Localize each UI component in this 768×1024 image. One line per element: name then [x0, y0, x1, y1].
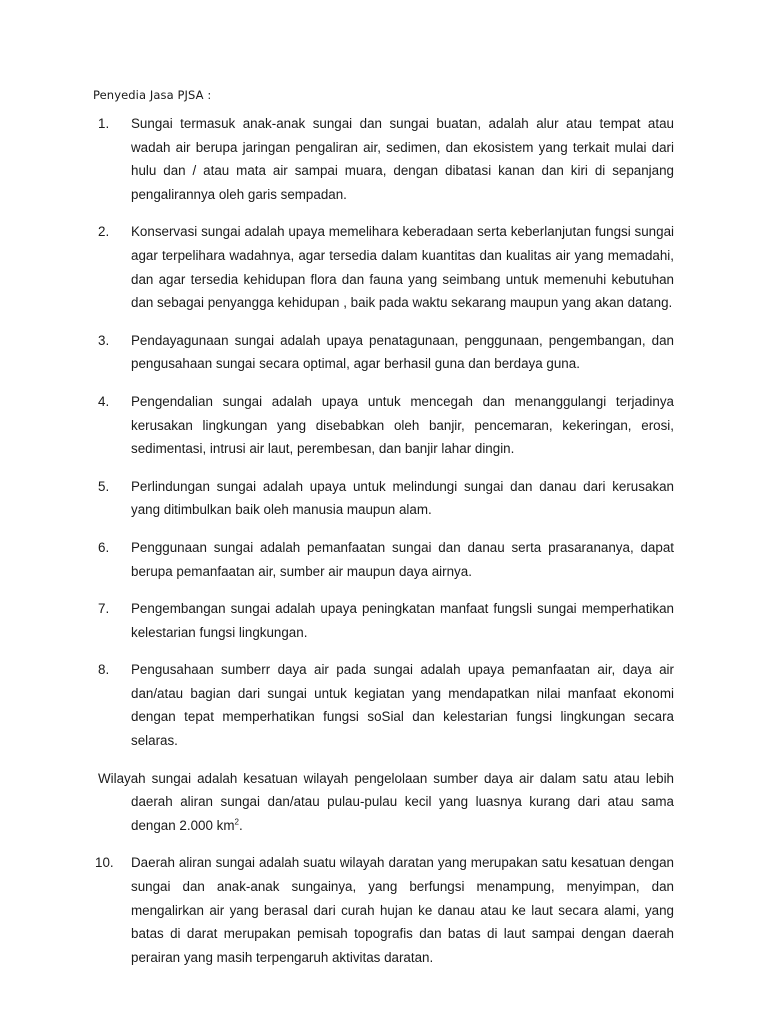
- list-item-4: [98, 390, 674, 461]
- document-heading: Penyedia Jasa PJSA :: [93, 88, 212, 102]
- list-item-2: [98, 220, 674, 314]
- list-number: 3.: [98, 332, 110, 348]
- list-text: Konservasi sungai adalah upaya memelihara keberadaan serta keberlanjutan fungsi sungai agar terpelihara wadahnya, agar tersedia dalam kuantitas dan kualitas air yang memadahi, dan agar tersedia kehidupan flora dan fauna yang seimbang untuk memenuhi kebutuhan dan sebagai penyangga kehidupan , baik pada waktu sekarang maupun yang akan datang.: [131, 224, 674, 311]
- list-text: Penggunaan sungai adalah pemanfaatan sungai dan danau serta prasarananya, dapat berupa pemanfaatan air, sumber air maupun daya airnya.: [131, 539, 674, 579]
- list-item-1: [98, 112, 674, 206]
- list-number: 10.: [95, 855, 114, 871]
- list-text: Pendayagunaan sungai adalah upaya penatagunaan, penggunaan, pengembangan, dan pengusahaan sungai secara optimal, agar berhasil guna dan berdaya guna.: [131, 332, 674, 372]
- list-number: 1.: [98, 116, 110, 131]
- list-text: Pengembangan sungai adalah upaya peningkatan manfaat fungsli sungai memperhatikan kelestarian fungsi lingkungan.: [131, 601, 674, 640]
- paragraph-tail: .: [238, 817, 243, 833]
- list-text: Sungai termasuk anak-anak sungai dan sungai buatan, adalah alur atau tempat atau wadah air berupa jaringan pengaliran air, sedimen, dan ekosistem yang terkait mulai dari hulu dan / atau mata air sampai muara, dengan dibatasi kanan dan kiri di sepanjang pengalirannya oleh garis sempadan.: [131, 116, 674, 202]
- list-number: 6.: [98, 539, 110, 555]
- list-number: 8.: [98, 662, 110, 678]
- list-text: Perlindungan sungai adalah upaya untuk melindungi sungai dan danau dari kerusakan yang ditimbulkan baik oleh manusia maupun alam.: [131, 478, 674, 518]
- list-item-3: [98, 329, 674, 376]
- paragraph-lead-word: Wilayah: [98, 770, 146, 786]
- paragraph-text: sungai adalah kesatuan wilayah pengelolaan sumber daya air dalam satu atau lebih daerah aliran sungai dan/atau pulau-pulau kecil yang luasnya kurang dari atau sama dengan 2.000 km: [131, 770, 674, 833]
- list-item-8: [98, 658, 674, 752]
- list-item-10: [95, 851, 674, 969]
- list-item-6: [98, 536, 674, 583]
- list-text: Daerah aliran sungai adalah suatu wilayah daratan yang merupakan satu kesatuan dengan sungai dan anak-anak sungainya, yang berfungsi menampung, menyimpan, dan mengalirkan air yang berasal dari curah hujan ke danau atau ke laut secara alami, yang batas di darat merupakan pemisah topografis dan batas di laut sampai dengan daerah perairan yang masih terpengaruh aktivitas daratan.: [131, 855, 674, 965]
- list-number: 2.: [98, 224, 110, 240]
- list-text: Pengendalian sungai adalah upaya untuk mencegah dan menanggulangi terjadinya kerusakan lingkungan yang disebabkan oleh banjir, pencemaran, kekeringan, erosi, sedimentasi, intrusi air laut, perembesan, dan banjir lahar dingin.: [131, 393, 674, 457]
- list-number: 5.: [98, 478, 110, 494]
- list-item-7: [98, 597, 674, 644]
- list-number: 7.: [98, 601, 110, 617]
- wilayah-sungai-paragraph: [98, 767, 674, 838]
- list-item-5: [98, 475, 674, 522]
- list-text: Pengusahaan sumberr daya air pada sungai adalah upaya pemanfaatan air, daya air dan/atau bagian dari sungai untuk kegiatan yang mendapatkan nilai manfaat ekonomi dengan tepat memperhatikan fungsi soSial dan kelestarian fungsi lingkungan secara selaras.: [131, 662, 674, 749]
- list-number: 4.: [98, 393, 110, 409]
- superscript-exponent: 2: [234, 817, 239, 827]
- definition-list: [0, 112, 768, 983]
